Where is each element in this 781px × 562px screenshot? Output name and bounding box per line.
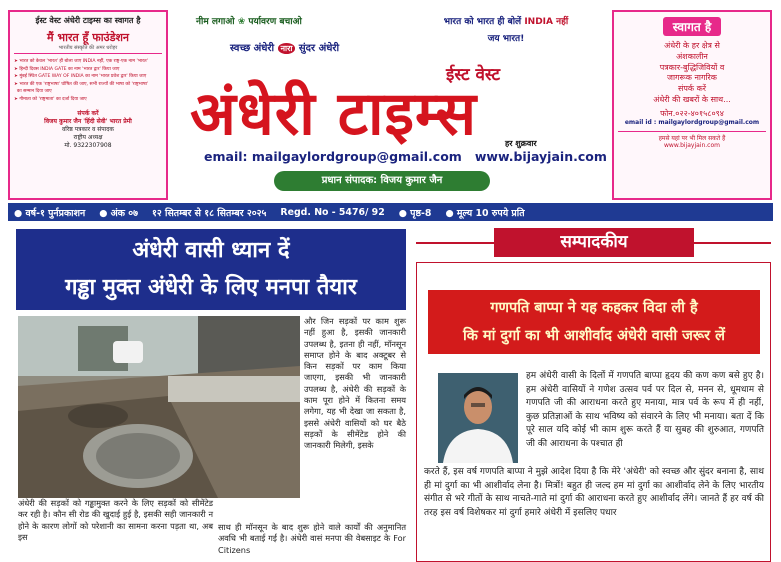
foundation-point: ➤ हिन्दी दिवस INDIA GATE का नाम 'भारत द्वार' किया जाए — [14, 66, 120, 72]
welcome-website-link[interactable]: www.bijayjain.com — [664, 141, 720, 149]
editorial-section-label: सम्पादकीय — [494, 228, 694, 257]
foundation-point: का सम्मान दिया जाए — [16, 89, 52, 95]
foundation-point: ➤ मुंबई स्थित GATE WAY OF INDIA का नाम 'भारत प्रवेश द्वार' किया जाए — [14, 74, 147, 80]
lead-article-column: और जिन सड़कों पर काम शुरू नहीं हुआ है, इसकी जानकारी उपलब्ध है, इतना ही नहीं, मॉनसून समाप्त होने के बाद अक्टूबर से किन सड़कों पर काम किया जाएगा, इसकी भी जानकारी उपलब्ध है, अंधेरी की सड़कों के काम पूरा होने में कितना समय लगेगा, यह भी देखा जा सकता है, इससे अंधेरी वासियों को घर बैठे सड़कों के सीमेंटेड होने की जानकारी मिलेगी, इसके — [304, 316, 406, 451]
contact-name: विजय कुमार जैन 'हिंदी सेवी' भारत प्रेमी — [44, 117, 132, 125]
masthead-email[interactable]: email: mailgaylordgroup@gmail.com — [204, 149, 462, 164]
masthead-east-west: ईस्ट वेस्ट — [446, 65, 501, 85]
contact-label: संपर्क करें — [77, 109, 99, 117]
issue-info-strip — [8, 203, 773, 221]
welcome-email[interactable]: email id : mailgaylordgroup@gmail.com — [624, 118, 760, 126]
road-photo-illustration — [18, 316, 300, 498]
welcome-phone: फोन.०२२-४०१५८०९४ — [660, 108, 724, 118]
newspaper-title: अंधेरी टाइम्स — [190, 79, 478, 149]
chief-editor-bar: प्रधान संपादक: विजय कुमार जैन — [274, 171, 490, 191]
foundation-name: मैं भारत हूँ फाउंडेशन — [46, 31, 130, 44]
foundation-promo-box — [8, 10, 168, 200]
slogan-badge: नारा — [278, 43, 296, 54]
masthead-website[interactable]: www.bijayjain.com — [474, 149, 607, 164]
price: ● मूल्य 10 रुपये प्रति — [445, 207, 525, 219]
foundation-point: ➤ भारत को केवल 'भारत' ही बोला जाए INDIA नहीं, एक राष्ट्र-एक नाम 'भारत' — [14, 59, 148, 64]
welcome-web-note: हमसे यहां पर भी मिल सकते हैं www.bijayjain.com — [618, 131, 766, 149]
foundation-point: ➤ भारत की एक 'राष्ट्रभाषा' घोषित की जाए, सभी राज्यों की भाषा को 'राष्ट्रभाषा' — [14, 81, 149, 87]
page-count: ● पृष्ठ-8 — [398, 207, 432, 219]
lead-article-column: साथ ही मॉनसून के बाद शुरू होने वाले कार्यों की अनुमानित अवधि भी बताई गई है। अंधेरी वासं मनपा की वेबसाइट के For Citizens — [218, 522, 406, 555]
foundation-point: ➤ गौमाता को 'राष्ट्रमाता' का दर्जा दिया जाए — [14, 96, 87, 102]
editorial-headline: गणपति बाप्पा ने यह कहकर विदा ली है कि मां दुर्गा का भी आशीर्वाद अंधेरी वासी जरूर लें — [428, 290, 760, 354]
foundation-contact — [14, 110, 162, 150]
publication-frequency: हर शुक्रवार — [505, 139, 537, 148]
issue-number: ● अंक ०७ — [99, 207, 139, 219]
lead-article-headline: अंधेरी वासी ध्यान दें गड्ढा मुक्त अंधेरी के लिए मनपा तैयार — [16, 229, 406, 310]
clean-andheri-tagline: स्वच्छ अंधेरी नारा सुंदर अंधेरी — [230, 43, 340, 54]
bharat-slogan: भारत को भारत ही बोलें INDIA नहीं जय भारत! — [443, 17, 569, 44]
lead-article-column: अंधेरी की सड़कों को गड्ढामुक्त करने के लिए सड़कों को सीमेंटेड कर रही है। कौन सी रोड की खुदाई हुई है, इसकी सही जानकारी न होने के कारण लोगों को परेशानी का सामना करना पड़ता था, अब इस — [18, 498, 213, 542]
welcome-badge: स्वागत है — [663, 17, 722, 36]
foundation-points — [14, 58, 162, 104]
editor-portrait-illustration — [438, 373, 518, 463]
contact-org: राष्ट्रीय अध्यक्ष — [73, 133, 103, 141]
neem-leaf-icon: ❀ — [237, 17, 246, 27]
issue-year: ● वर्ष-१ पुर्नप्रकाशन — [14, 207, 86, 219]
registration-number: Regd. No - 5476/ 92 — [280, 206, 385, 218]
welcome-text: अंधेरी के हर क्षेत्र से अंशकालीन पत्रकार-बुद्धिजिवियों व जागरूक नागरिक संपर्क करें अंधेरी की खबरों के साथ... — [653, 41, 731, 104]
editorial-body: करते हैं, इस वर्ष गणपति बाप्पा ने मुझे आदेश दिया है कि मेरे 'अंधेरी' को स्वच्छ और सुंदर बनाना है, साथ ही मां दुर्गा का भी आशीर्वाद लेना है। मित्रों! बहुत ही जल्द हम मां दुर्गा का आशीर्वाद लेने के लिए भारतीय संगीत से भरे गीतों के साथ नाचते-गाते मां दुर्गा की आराधना करते हुए आशीर्वाद लेंगे। जानते हैं हर वर्ष की तरह इस वर्ष विशेषकर मां दुर्गा हमारे अंधेरी में इसलिए पधार — [424, 467, 764, 518]
masthead-contact — [204, 149, 607, 164]
environment-slogan: नीम लगाओ ❀ पर्यावरण बचाओ — [196, 17, 302, 27]
editorial-body: हम अंधेरी वासी के दिलों में गणपति बाप्पा हृदय की कण कण बसे हुए है। हम अंधेरी वासियों ने गणेश उत्सव पर्व पर दिल से, मनन से, धूमधाम से गणपति जी की आराधना करते हुए मनाया, मात्र पर्व के रूप में ही नहीं, कुछ प्रतिज्ञाओं के साथ भविष्य को संवारने के लिए भी मनाया। बता दें कि पूरे साल यदि कोई भी काम शुरू करते हैं या सुबह की शुरुआत, गणपति जी की आराधना के पश्चात ही — [526, 371, 764, 449]
welcome-heading: ईस्ट वेस्ट अंधेरी टाइम्स का स्वागत है — [35, 16, 141, 25]
foundation-tagline: भारतीय संस्कृति की अमर धरोहर — [14, 45, 162, 54]
welcome-box — [612, 10, 772, 200]
road-construction-photo — [18, 316, 300, 498]
contact-phone: मो. 9322307908 — [64, 141, 112, 149]
contact-role: वरिष्ठ पत्रकार व संपादक — [61, 125, 115, 133]
issue-date-range: १२ सितम्बर से १८ सितम्बर २०२५ — [152, 207, 267, 219]
editor-portrait-photo — [438, 373, 518, 463]
